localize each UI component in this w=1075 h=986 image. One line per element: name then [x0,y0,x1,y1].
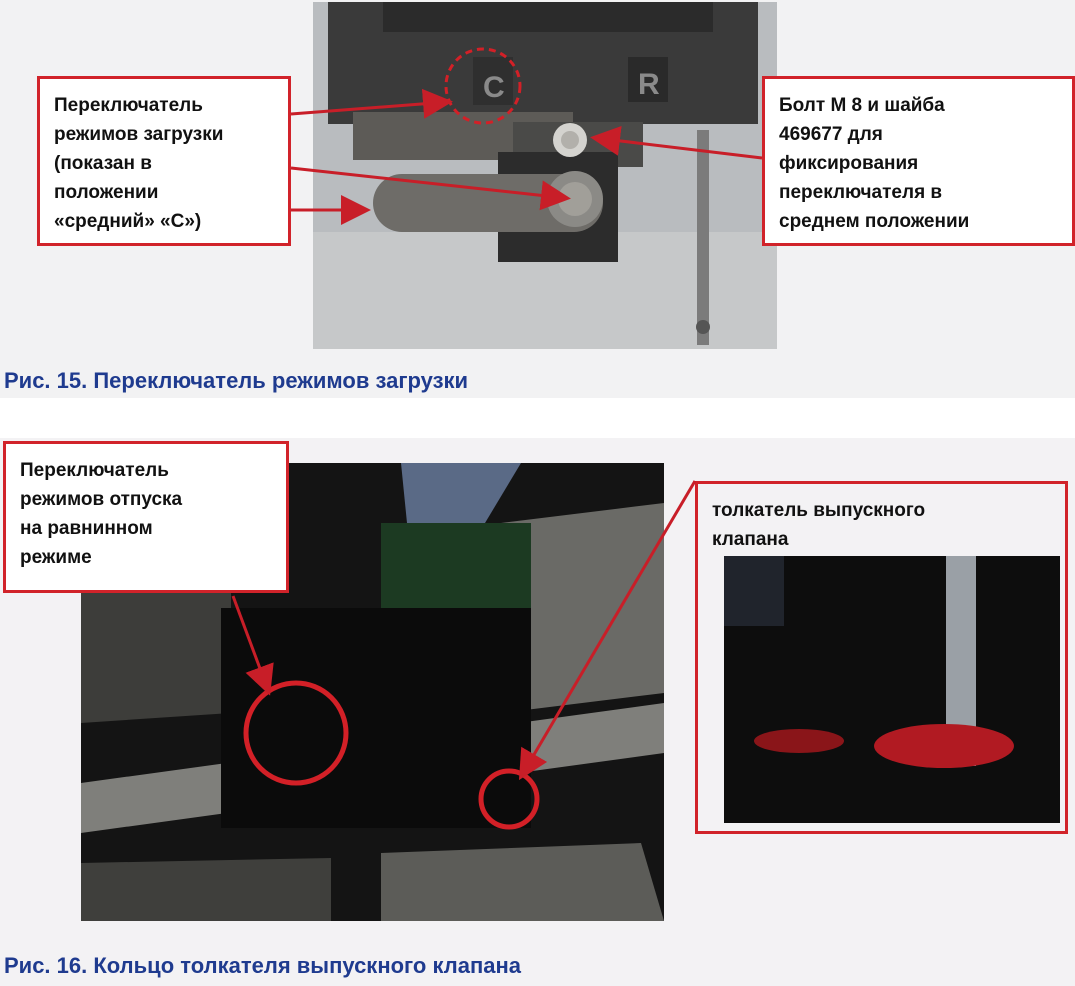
callout-left-text: Переключатель режимов загрузки (показан в положении «средний» «С») [54,95,224,232]
figure-16-callout-right [695,481,1068,834]
figure-15-caption: Рис. 15. Переключатель режимов загрузки [4,368,469,393]
mark-c-label: C [483,71,505,104]
figure-15-callout-left [37,76,291,246]
figure-16-callout-left [3,441,289,593]
figure-15-photo [313,2,777,349]
callout-left-text: Переключатель режимов отпуска на равнинном режиме [20,460,183,568]
figure-15-callout-right [762,76,1075,246]
callout-right-text: Болт М 8 и шайба 469677 для фиксирования переключателя в среднем положении [779,95,970,232]
figure-16-caption: Рис. 16. Кольцо толкателя выпускного клапана [4,953,521,978]
mark-r-label: R [638,68,660,101]
callout-right-text: толкатель выпускного клапана [712,500,926,550]
